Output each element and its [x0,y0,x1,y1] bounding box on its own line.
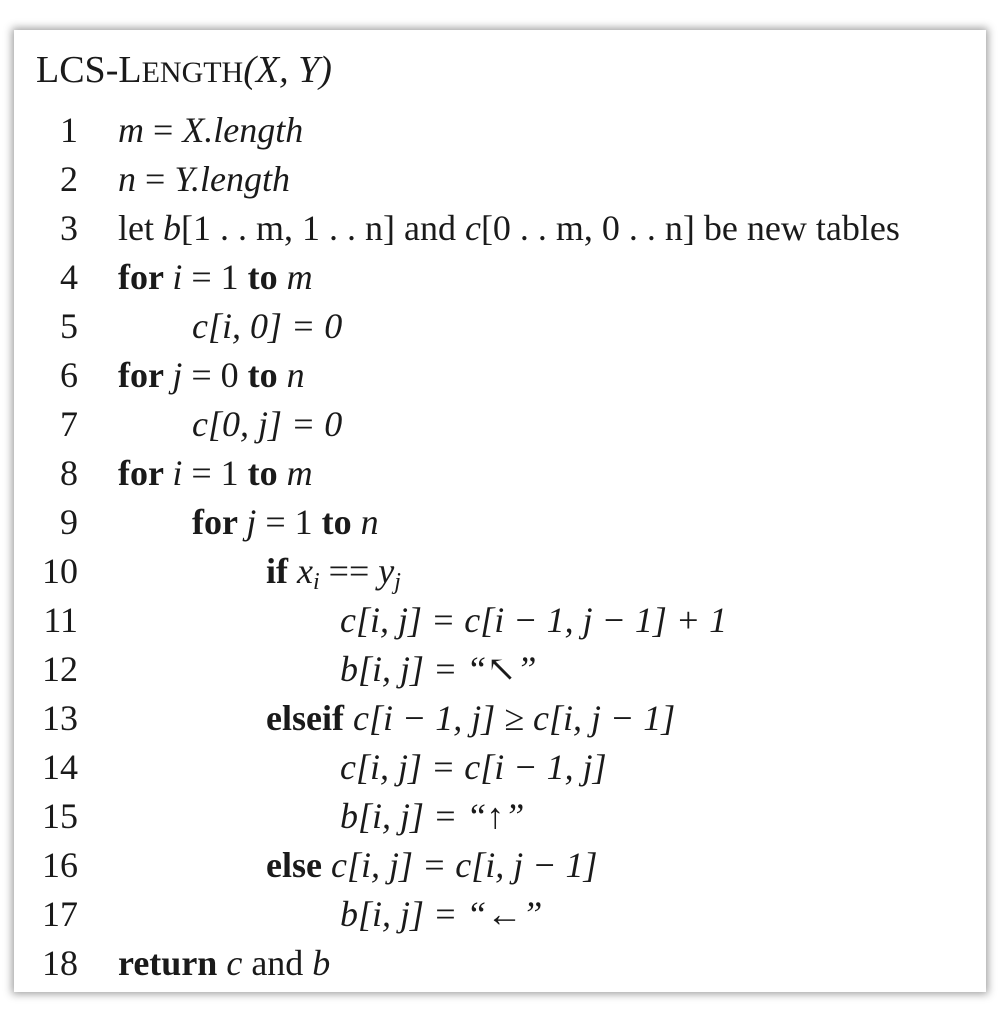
statement: c[i, j] = c[i, j − 1] [330,845,598,885]
var: c [226,943,243,983]
var: m [118,110,144,150]
line-number: 15 [42,796,78,836]
pseudocode-card [14,30,986,992]
code-line [14,547,974,596]
line-number: 17 [42,894,78,934]
line-number: 18 [42,943,78,983]
code-line [14,645,974,694]
code-line [14,694,974,743]
code-line [14,792,974,841]
line-code [118,890,542,939]
var: j [246,502,257,542]
line-number: 6 [60,355,78,395]
code-line [14,890,974,939]
line-number: 5 [60,306,78,346]
operator: = [136,159,175,199]
code-line [14,498,974,547]
code-line [14,253,974,302]
keyword: for [118,453,173,493]
code-line [14,841,974,890]
line-code [118,645,537,694]
line-number: 2 [60,159,78,199]
line-number: 16 [42,845,78,885]
keyword: for [118,257,173,297]
var: i [172,453,183,493]
keyword: for [118,355,173,395]
code-line [14,449,974,498]
statement: c[i, 0] = 0 [192,306,343,346]
var: m [286,453,313,493]
code-line [14,155,974,204]
var: b [312,943,331,983]
keyword: to [247,257,287,297]
range: [1 . . m, 1 . . n] [180,208,395,248]
code-line [14,351,974,400]
code-line [14,204,974,253]
var: y [378,551,395,591]
line-code [118,596,727,645]
code-line [14,939,974,988]
line-code [118,792,524,841]
var: j [172,355,183,395]
var: c [464,208,481,248]
expr: X.length [182,110,304,150]
subscript: j [394,569,401,595]
line-code [118,694,675,743]
keyword: to [321,502,361,542]
title-smallcaps: ENGTH [141,56,244,89]
line-code [118,155,290,204]
code-line [14,400,974,449]
keyword: to [247,355,287,395]
line-number: 1 [60,110,78,150]
operator: = [144,110,183,150]
text: and [242,943,313,983]
keyword: return [118,943,227,983]
operator: = 0 [182,355,248,395]
keyword: to [247,453,287,493]
line-number: 3 [60,208,78,248]
text: and [394,208,465,248]
range: [0 . . m, 0 . . n] [480,208,695,248]
var: n [360,502,379,542]
keyword: if [266,551,297,591]
line-number: 13 [42,698,78,738]
keyword: else [266,845,331,885]
var: x [297,551,313,591]
line-code [118,106,303,155]
code-line [14,596,974,645]
text: be new tables [694,208,900,248]
line-code [118,204,900,253]
statement: b[i, j] = “↖” [340,649,537,689]
line-code [118,253,313,302]
expr: Y.length [174,159,291,199]
line-number: 14 [42,747,78,787]
title-params: (X, Y) [243,49,332,91]
keyword-text: let [118,208,163,248]
var: n [118,159,136,199]
line-code [118,498,379,547]
statement: c[i − 1, j] ≥ c[i, j − 1] [352,698,676,738]
procedure-title [36,40,332,103]
line-code [118,302,342,351]
statement: b[i, j] = “↑” [340,796,525,836]
var: n [286,355,305,395]
line-number: 7 [60,404,78,444]
line-code [118,400,342,449]
title-part: LCS [36,49,106,91]
line-code [118,449,313,498]
subscript: i [312,569,320,595]
operator: == [319,551,379,591]
line-code [118,841,598,890]
title-initial: L [118,49,142,91]
statement: c[0, j] = 0 [192,404,343,444]
var: b [162,208,181,248]
line-number: 11 [43,600,78,640]
operator: = 1 [182,257,248,297]
line-number: 12 [42,649,78,689]
statement: c[i, j] = c[i − 1, j] [340,747,607,787]
keyword: for [192,502,247,542]
line-number: 10 [42,551,78,591]
line-number: 9 [60,502,78,542]
line-number: 4 [60,257,78,297]
line-code [118,939,330,988]
code-line [14,106,974,155]
title-hyphen: - [105,49,119,91]
statement: b[i, j] = “←” [340,894,543,934]
var: i [172,257,183,297]
statement: c[i, j] = c[i − 1, j − 1] + 1 [340,600,728,640]
operator: = 1 [256,502,322,542]
code-line [14,302,974,351]
line-number: 8 [60,453,78,493]
line-code [118,351,305,400]
operator: = 1 [182,453,248,493]
keyword: elseif [266,698,353,738]
code-line [14,743,974,792]
var: m [286,257,313,297]
line-code [118,743,607,792]
